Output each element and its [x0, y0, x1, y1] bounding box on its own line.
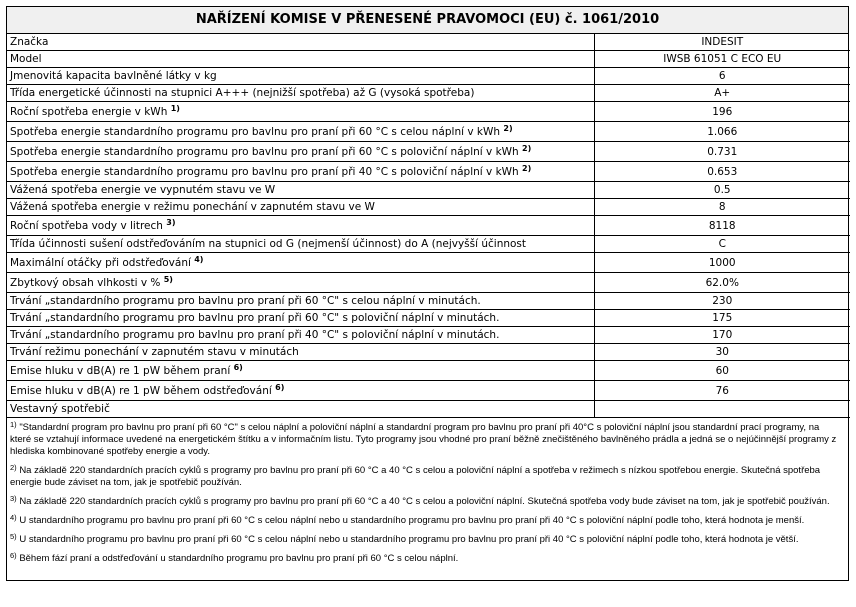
row-value: 1000: [594, 253, 850, 273]
row-label: Vestavný spotřebič: [10, 403, 110, 415]
footnote: [10, 422, 842, 458]
row-value: 6: [594, 68, 850, 85]
row-label-cell: [7, 361, 594, 381]
row-label: Maximální otáčky při odstřeďování: [10, 256, 191, 269]
row-label-cell: [7, 102, 594, 122]
footnote-ref: 2): [522, 163, 532, 173]
row-label: Spotřeba energie standardního programu pro bavlnu pro praní při 60 °C s poloviční náplní v kWh: [10, 145, 519, 158]
table-row: [7, 253, 850, 273]
row-value: INDESIT: [594, 34, 850, 51]
row-label-cell: [7, 381, 594, 401]
row-value: 170: [594, 327, 850, 344]
row-label: Vážená spotřeba energie v režimu ponechání v zapnutém stavu ve W: [10, 201, 375, 213]
footnote: [10, 553, 842, 565]
footnote-ref: 5): [163, 274, 173, 284]
row-value: 0.731: [594, 142, 850, 162]
table-row: [7, 236, 850, 253]
row-label-cell: [7, 253, 594, 273]
table-row: [7, 182, 850, 199]
footnote: [10, 465, 842, 489]
footnote: [10, 515, 842, 527]
row-value: IWSB 61051 C ECO EU: [594, 51, 850, 68]
footnote-text: U standardního programu pro bavlnu pro praní při 60 °C s celou náplní nebo u standardního programu pro bavlnu pro praní při 40 °C s poloviční náplní podle toho, která hodnota je větší.: [19, 534, 799, 545]
footnote-mark: 2): [10, 463, 17, 472]
row-value: C: [594, 236, 850, 253]
row-label-cell: [7, 310, 594, 327]
table-row: [7, 51, 850, 68]
table-row: [7, 142, 850, 162]
row-label: Model: [10, 53, 42, 65]
row-label-cell: [7, 34, 594, 51]
table-row: [7, 273, 850, 293]
row-label: Roční spotřeba vody v litrech: [10, 219, 163, 232]
row-label-cell: [7, 401, 594, 418]
footnote-text: Na základě 220 standardních pracích cyklů s programy pro bavlnu pro praní při 60 °C a 40 °C s celou a poloviční náplní. Skutečná spotřeba vody bude záviset na tom, jak je spotřebič používán.: [19, 496, 830, 507]
footnote-mark: 6): [10, 551, 17, 560]
row-value: 196: [594, 102, 850, 122]
row-value: 230: [594, 293, 850, 310]
row-label-cell: [7, 199, 594, 216]
row-label-cell: [7, 216, 594, 236]
table-row: [7, 381, 850, 401]
row-value: 8: [594, 199, 850, 216]
row-value: 60: [594, 361, 850, 381]
footnote-ref: 2): [522, 143, 532, 153]
row-label: Spotřeba energie standardního programu pro bavlnu pro praní při 40 °C s poloviční náplní v kWh: [10, 165, 519, 178]
footnote-text: U standardního programu pro bavlnu pro praní při 60 °C s celou náplní nebo u standardního programu pro bavlnu pro praní při 40 °C s poloviční náplní podle toho, která hodnota je menší.: [19, 515, 805, 526]
row-label: Trvání „standardního programu pro bavlnu pro praní při 60 °C" s celou náplní v minutách.: [10, 295, 481, 307]
row-label-cell: [7, 344, 594, 361]
regulation-sheet: [6, 6, 849, 581]
row-label: Roční spotřeba energie v kWh: [10, 105, 168, 118]
row-label-cell: [7, 85, 594, 102]
row-label-cell: [7, 68, 594, 85]
row-label-cell: [7, 327, 594, 344]
row-value: 8118: [594, 216, 850, 236]
row-label: Jmenovitá kapacita bavlněné látky v kg: [10, 70, 217, 82]
row-label-cell: [7, 236, 594, 253]
row-label: Vážená spotřeba energie ve vypnutém stavu ve W: [10, 184, 276, 196]
row-label: Trvání „standardního programu pro bavlnu pro praní při 60 °C" s poloviční náplní v minutách.: [10, 312, 500, 324]
footnote: [10, 534, 842, 546]
table-row: [7, 344, 850, 361]
row-value: A+: [594, 85, 850, 102]
row-label: Zbytkový obsah vlhkosti v %: [10, 276, 161, 289]
row-label-cell: [7, 273, 594, 293]
row-value: 1.066: [594, 122, 850, 142]
row-label: Emise hluku v dB(A) re 1 pW během odstřeďování: [10, 384, 272, 397]
row-label: Emise hluku v dB(A) re 1 pW během praní: [10, 364, 231, 377]
table-row: [7, 216, 850, 236]
footnote-ref: 3): [166, 217, 176, 227]
row-label: Značka: [10, 36, 49, 48]
table-row: [7, 122, 850, 142]
table-row: [7, 327, 850, 344]
table-row: [7, 310, 850, 327]
table-row: [7, 85, 850, 102]
footnote-mark: 3): [10, 494, 17, 503]
row-label: Spotřeba energie standardního programu pro bavlnu pro praní při 60 °C s celou náplní v kWh: [10, 125, 501, 138]
table-row: [7, 293, 850, 310]
spec-table: [7, 34, 850, 418]
row-value: 62.0%: [594, 273, 850, 293]
footnote-text: "Standardní program pro bavlnu pro praní při 60 °C" s celou náplní a poloviční náplní a standardní program pro bavlnu pro praní při 40°C s poloviční náplní jsou standardní prací programy, na které se vztahují informace uvedené na energetickém štítku a v informačním listu. Tyto programy jsou vhodné pro praní běžně znečištěného bavlněného prádla a jedná se o nejúčinnější programy z hlediska kombinované spotřeby energie a vody.: [10, 422, 837, 457]
row-value: 0.5: [594, 182, 850, 199]
row-label: Trvání režimu ponechání v zapnutém stavu v minutách: [10, 346, 299, 358]
spec-table-body: [7, 34, 850, 418]
row-label: Třída energetické účinnosti na stupnici A+++ (nejnižší spotřeba) až G (vysoká spotřeba): [10, 87, 475, 99]
footnote-ref: 4): [194, 254, 204, 264]
footnote-ref: 1): [170, 103, 180, 113]
footnote-mark: 4): [10, 513, 17, 522]
footnote-ref: 6): [275, 382, 285, 392]
row-label-cell: [7, 293, 594, 310]
row-value: 30: [594, 344, 850, 361]
table-row: [7, 102, 850, 122]
row-label-cell: [7, 182, 594, 199]
footnote-text: Během fází praní a odstřeďování u standardního programu pro bavlnu pro praní při 60 °C s celou náplní.: [19, 553, 459, 564]
table-row: [7, 68, 850, 85]
row-label-cell: [7, 142, 594, 162]
row-label-cell: [7, 51, 594, 68]
footnote-mark: 1): [10, 420, 17, 429]
row-value: 0.653: [594, 162, 850, 182]
table-row: [7, 162, 850, 182]
footnote-mark: 5): [10, 532, 17, 541]
page-title: NAŘÍZENÍ KOMISE V PŘENESENÉ PRAVOMOCI (EU) č. 1061/2010: [7, 7, 848, 34]
row-value: 76: [594, 381, 850, 401]
row-label: Třída účinnosti sušení odstřeďováním na stupnici od G (nejmenší účinnost) do A (nejvyšší účinnost: [10, 238, 527, 250]
table-row: [7, 401, 850, 418]
row-value: [594, 401, 850, 418]
row-label: Trvání „standardního programu pro bavlnu pro praní při 40 °C" s poloviční náplní v minutách.: [10, 329, 500, 341]
footnote-text: Na základě 220 standardních pracích cyklů s programy pro bavlnu pro praní při 60 °C a 40 °C s celou a poloviční náplní a spotřeba v režimech s nízkou spotřebou energie. Skutečná spotřeba energie bude záviset na tom, jak je spotřebič používán.: [10, 465, 821, 488]
footnote-ref: 6): [233, 362, 243, 372]
footnote-ref: 2): [503, 123, 513, 133]
footnote: [10, 496, 842, 508]
row-label-cell: [7, 122, 594, 142]
row-label-cell: [7, 162, 594, 182]
table-row: [7, 34, 850, 51]
footnotes: [7, 418, 848, 565]
table-row: [7, 199, 850, 216]
table-row: [7, 361, 850, 381]
row-value: 175: [594, 310, 850, 327]
